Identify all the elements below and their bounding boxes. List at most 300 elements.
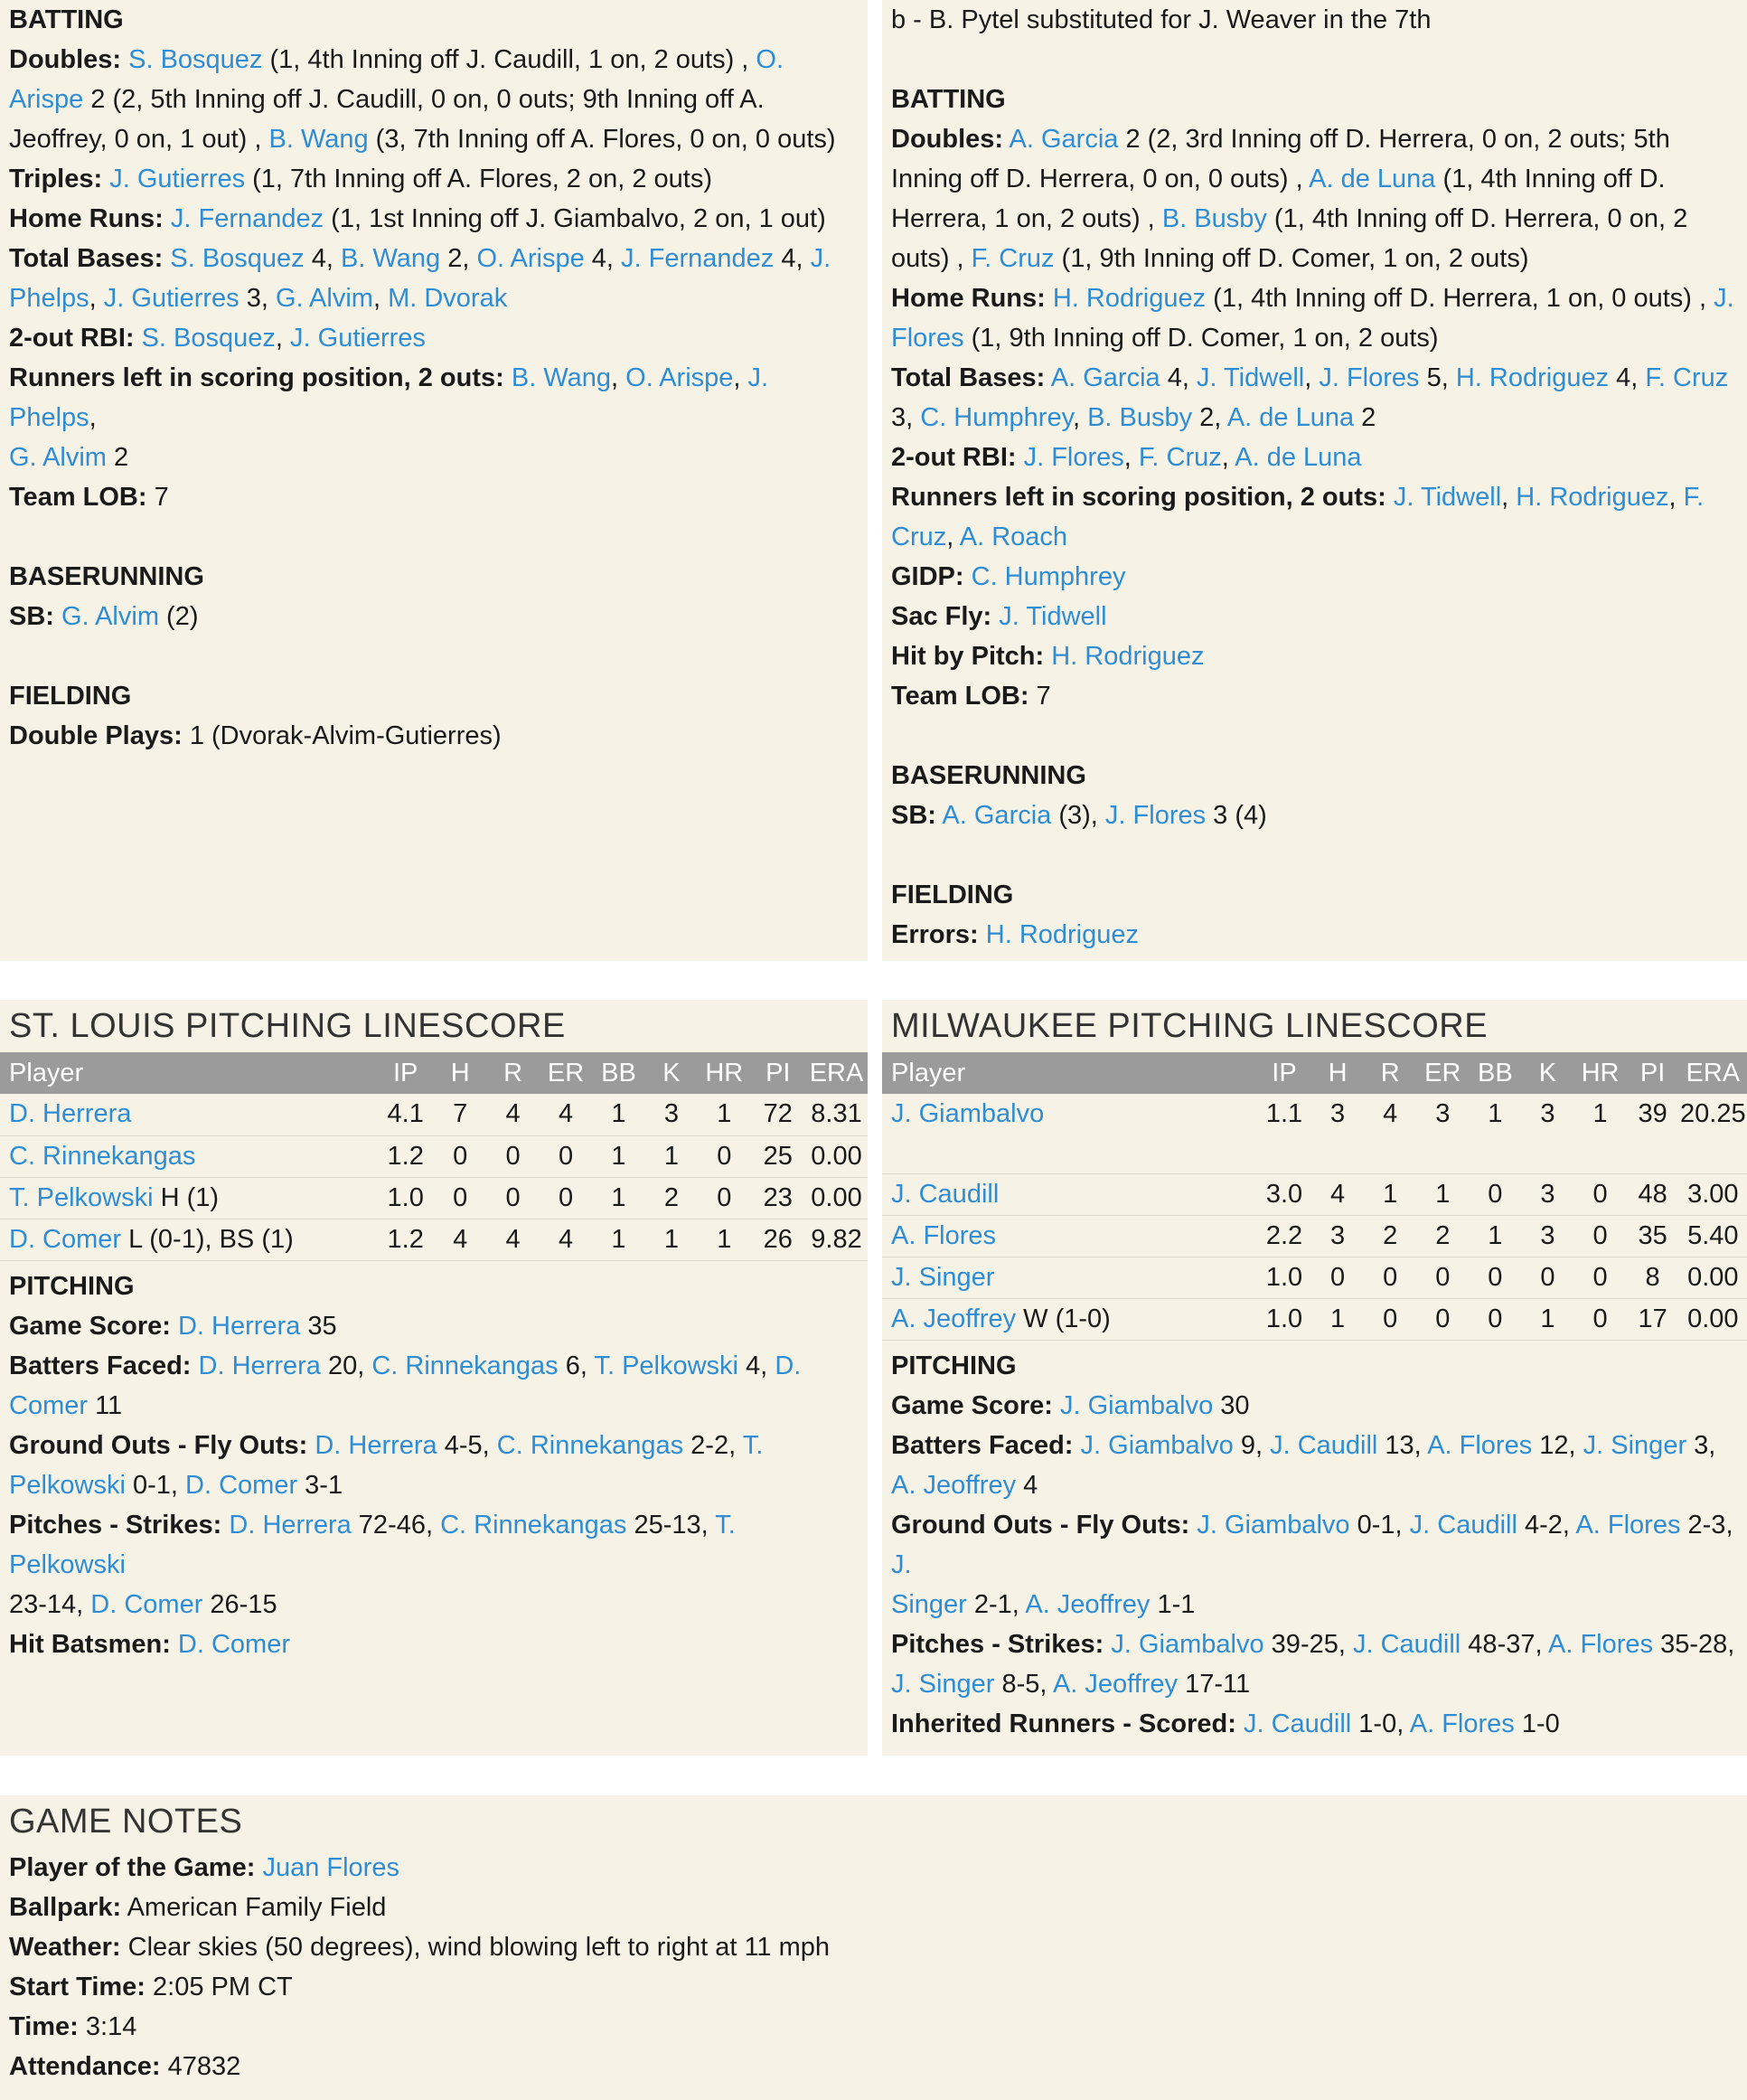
player-link[interactable]: H. Rodriguez xyxy=(1052,284,1207,313)
player-link[interactable]: D. Comer xyxy=(185,1470,298,1500)
hr-cell: 0 xyxy=(1573,1173,1626,1215)
stat-label: Double Plays: xyxy=(9,721,183,750)
bb-cell: 0 xyxy=(1469,1257,1521,1298)
player-link[interactable]: J. Flores xyxy=(1319,363,1420,392)
section-title: BATTING xyxy=(9,5,124,34)
player-link[interactable]: A. Jeoffrey xyxy=(891,1470,1017,1500)
weather-line xyxy=(9,1927,1738,1967)
stat-label: 2-out RBI: xyxy=(891,443,1017,472)
stat-text: 2 (2, 3rd Inning off D. Herrera, 0 on, 2 outs; 5th xyxy=(1118,125,1670,154)
stat-text: 4, xyxy=(1160,363,1197,392)
player-link[interactable]: D. Herrera xyxy=(229,1510,352,1540)
stat-label: Total Bases: xyxy=(9,244,164,273)
player-link[interactable]: C. Rinnekangas xyxy=(440,1510,627,1540)
bb-cell: 1 xyxy=(1469,1215,1521,1257)
h-cell: 4 xyxy=(1311,1173,1364,1215)
column-header[interactable]: HR xyxy=(1573,1052,1626,1094)
stat-label: Sac Fly: xyxy=(891,602,992,631)
player-link[interactable]: O. Arispe xyxy=(476,244,585,273)
risp-line xyxy=(9,438,859,477)
player-link[interactable]: H. Rodriguez xyxy=(1455,363,1610,392)
batters-faced-line xyxy=(9,1386,859,1426)
stat-text: , xyxy=(1668,483,1684,512)
player-link[interactable]: D. Herrera xyxy=(198,1351,321,1380)
r-cell: 0 xyxy=(1364,1298,1416,1340)
player-link[interactable]: A. Flores xyxy=(1575,1510,1681,1540)
player-link[interactable]: A. Flores xyxy=(1548,1629,1654,1659)
section-title: BASERUNNING xyxy=(9,562,204,591)
player-link[interactable]: C. Humphrey xyxy=(971,562,1126,591)
stat-text: , xyxy=(89,284,104,313)
player-link[interactable]: D. Comer xyxy=(90,1589,203,1619)
player-link[interactable]: A. Garcia xyxy=(1009,125,1119,154)
stat-label: Team LOB: xyxy=(891,682,1029,711)
player-of-game-line xyxy=(9,1848,1738,1888)
player-link[interactable]: J. Giambalvo xyxy=(1080,1430,1234,1460)
stat-text: 3:14 xyxy=(78,2012,137,2041)
gidp-line xyxy=(891,557,1738,597)
stat-text: (3), xyxy=(1051,801,1105,830)
era-cell: 5.40 xyxy=(1679,1215,1747,1257)
player-link[interactable]: A. Garcia xyxy=(1050,363,1160,392)
player-link[interactable]: C. Rinnekangas xyxy=(496,1430,684,1460)
player-link[interactable]: J. Fernandez xyxy=(170,204,324,233)
column-header[interactable]: H xyxy=(434,1052,486,1094)
player-link[interactable]: J. Singer xyxy=(891,1669,995,1699)
stat-text: 2 (2, 5th Inning off J. Caudill, 0 on, 0 outs; 9th Inning off A. xyxy=(83,85,765,114)
era-cell: 0.00 xyxy=(1679,1257,1747,1298)
r-cell: 0 xyxy=(1364,1257,1416,1298)
era-cell: 20.25 xyxy=(1679,1094,1747,1173)
stat-text: 47832 xyxy=(160,2052,241,2081)
er-cell: 1 xyxy=(1416,1173,1469,1215)
column-header[interactable]: K xyxy=(1521,1052,1573,1094)
r-cell: 0 xyxy=(486,1177,539,1219)
player-link[interactable]: O. Arispe xyxy=(625,363,734,392)
attendance-line xyxy=(9,2047,1738,2086)
ip-cell: 1.0 xyxy=(1257,1298,1311,1340)
player-link[interactable]: Singer xyxy=(891,1589,967,1619)
r-cell: 0 xyxy=(486,1135,539,1177)
player-link[interactable]: S. Bosquez xyxy=(170,244,305,273)
stat-text: Clear skies (50 degrees), wind blowing left to right at 11 mph xyxy=(120,1933,831,1962)
player-link[interactable]: Phelps xyxy=(9,284,89,313)
stat-label: Hit Batsmen: xyxy=(9,1629,171,1659)
risp-line xyxy=(9,358,859,438)
r-cell: 4 xyxy=(1364,1094,1416,1173)
stat-label: Game Score: xyxy=(9,1311,171,1341)
stat-text: 2 xyxy=(106,443,129,472)
player-link[interactable]: J. Tidwell xyxy=(999,602,1107,631)
mil-batting-panel xyxy=(882,0,1747,961)
stat-label: Errors: xyxy=(891,920,979,949)
player-link[interactable]: J. Caudill xyxy=(1352,1629,1461,1659)
player-link[interactable]: G. Alvim xyxy=(61,602,159,631)
go-fo-line xyxy=(9,1465,859,1505)
stat-label: Game Score: xyxy=(891,1390,1053,1420)
player-link[interactable]: A. Flores xyxy=(1409,1709,1515,1738)
stat-text: 2-2, xyxy=(683,1430,743,1460)
total-bases-line xyxy=(891,398,1738,438)
stat-text: 17-11 xyxy=(1178,1669,1251,1699)
h-cell: 4 xyxy=(434,1219,486,1260)
stat-text: 0-1, xyxy=(1349,1510,1410,1540)
home-runs-line xyxy=(891,278,1738,318)
player-link[interactable]: J. xyxy=(810,244,831,273)
stat-text: 4-2, xyxy=(1517,1510,1576,1540)
lob-line xyxy=(9,477,859,517)
player-link[interactable]: H. Rodriguez xyxy=(1051,642,1205,671)
column-header[interactable]: ER xyxy=(1416,1052,1469,1094)
stat-text: 23-14, xyxy=(9,1589,91,1619)
stat-text: 8-5, xyxy=(994,1669,1053,1699)
player-link[interactable]: J. Caudill xyxy=(1243,1709,1352,1738)
player-cell xyxy=(882,1094,1257,1173)
table-row xyxy=(0,1135,868,1177)
lob-line xyxy=(891,676,1738,716)
column-header[interactable]: ERA xyxy=(805,1052,868,1094)
stat-text: , xyxy=(1072,403,1088,432)
player-link[interactable]: Arispe xyxy=(9,85,84,114)
stat-text: , xyxy=(1221,443,1235,472)
stat-text: , xyxy=(1123,443,1139,472)
player-link[interactable]: D. xyxy=(775,1351,802,1380)
stat-text: 12, xyxy=(1532,1430,1583,1460)
player-link[interactable]: O. xyxy=(756,45,784,74)
player-link[interactable]: D. Herrera xyxy=(9,1099,132,1129)
errors-line xyxy=(891,915,1738,955)
stat-text: , xyxy=(946,523,960,551)
player-link[interactable]: T. xyxy=(742,1430,764,1460)
stat-text: 30 xyxy=(1213,1390,1250,1420)
bb-cell: 1 xyxy=(592,1177,644,1219)
player-link[interactable]: C. Humphrey xyxy=(920,403,1073,432)
player-link[interactable]: Cruz xyxy=(891,523,947,551)
stl-batting-panel xyxy=(0,0,868,961)
player-link[interactable]: C. Rinnekangas xyxy=(9,1141,196,1171)
ip-cell: 1.0 xyxy=(1257,1257,1311,1298)
pi-cell: 35 xyxy=(1627,1215,1679,1257)
era-cell: 0.00 xyxy=(805,1135,868,1177)
stat-text: 3, xyxy=(891,403,921,432)
player-link[interactable]: T. Pelkowski xyxy=(9,1182,154,1212)
stat-text: 9, xyxy=(1233,1430,1271,1460)
player-link[interactable]: T. Pelkowski xyxy=(594,1351,738,1380)
bb-cell: 0 xyxy=(1469,1298,1521,1340)
stat-text: (1, 1st Inning off J. Giambalvo, 2 on, 1 out) xyxy=(324,204,826,233)
player-link[interactable]: J. xyxy=(891,1549,912,1579)
player-cell xyxy=(882,1257,1257,1298)
total-bases-line xyxy=(9,239,859,278)
player-link[interactable]: B. Busby xyxy=(1087,403,1193,432)
hr-cell: 0 xyxy=(698,1177,750,1219)
player-link[interactable]: B. Wang xyxy=(511,363,612,392)
player-link[interactable]: J. Singer xyxy=(891,1262,995,1292)
stat-label: Weather: xyxy=(9,1933,121,1962)
r-cell: 4 xyxy=(486,1094,539,1135)
column-header[interactable]: IP xyxy=(1257,1052,1311,1094)
era-cell: 3.00 xyxy=(1679,1173,1747,1215)
stat-text: 13, xyxy=(1377,1430,1428,1460)
player-link[interactable]: J. Fernandez xyxy=(621,244,775,273)
ip-cell: 1.0 xyxy=(377,1177,434,1219)
h-cell: 7 xyxy=(434,1094,486,1135)
pitches-strikes-line xyxy=(891,1664,1738,1704)
column-header[interactable]: R xyxy=(486,1052,539,1094)
section-title: PITCHING xyxy=(891,1351,1017,1380)
table-header-row xyxy=(0,1052,868,1094)
stat-text: 72-46, xyxy=(351,1510,441,1540)
column-header[interactable]: K xyxy=(645,1052,698,1094)
player-link[interactable]: J. Caudill xyxy=(1270,1430,1378,1460)
player-link[interactable]: J. Flores xyxy=(1023,443,1124,472)
stat-text: (2) xyxy=(158,602,199,631)
player-link[interactable]: J. Phelps xyxy=(9,363,776,432)
player-link[interactable]: J. Tidwell xyxy=(1393,483,1502,512)
pi-cell: 48 xyxy=(1627,1173,1679,1215)
stat-text: , xyxy=(275,324,291,353)
player-link[interactable]: A. Jeoffrey xyxy=(1052,1669,1179,1699)
stat-text: , xyxy=(1501,483,1517,512)
ip-cell: 1.2 xyxy=(377,1135,434,1177)
player-link[interactable]: S. Bosquez xyxy=(141,324,276,353)
mil-pitching-panel xyxy=(882,1000,1747,1756)
column-header[interactable]: PI xyxy=(751,1052,806,1094)
column-header[interactable]: Player xyxy=(882,1052,1257,1094)
player-link[interactable]: J. Caudill xyxy=(1409,1510,1517,1540)
player-link[interactable]: A. Roach xyxy=(959,523,1068,551)
stat-text: (1, 4th Inning off D. Herrera, 1 on, 0 outs) , xyxy=(1206,284,1714,313)
column-header[interactable]: R xyxy=(1364,1052,1416,1094)
stat-text: outs) , xyxy=(891,244,972,273)
risp-line xyxy=(891,477,1738,517)
player-link[interactable]: C. Rinnekangas xyxy=(371,1351,559,1380)
player-link[interactable]: J. Giambalvo xyxy=(1111,1629,1264,1659)
k-cell: 1 xyxy=(1521,1298,1573,1340)
player-link[interactable]: A. Garcia xyxy=(942,801,1052,830)
player-link[interactable]: F. Cruz xyxy=(1138,443,1222,472)
player-link[interactable]: A. Flores xyxy=(891,1220,997,1250)
stat-label: Time: xyxy=(9,2012,79,2041)
section-title: FIELDING xyxy=(891,880,1014,909)
stat-text: (1, 4th Inning off D. xyxy=(1435,165,1666,193)
stat-text: Herrera, 1 on, 2 outs) , xyxy=(891,204,1162,233)
sb-line xyxy=(891,796,1738,835)
k-cell: 2 xyxy=(645,1177,698,1219)
column-header[interactable]: ERA xyxy=(1679,1052,1747,1094)
column-header[interactable]: PI xyxy=(1627,1052,1679,1094)
player-link[interactable]: Flores xyxy=(891,324,964,353)
player-link[interactable]: B. Wang xyxy=(268,125,369,154)
player-link[interactable]: B. Wang xyxy=(341,244,441,273)
section-title: BATTING xyxy=(891,85,1006,114)
table-row xyxy=(882,1298,1747,1340)
era-cell: 0.00 xyxy=(805,1177,868,1219)
bb-cell: 1 xyxy=(592,1094,644,1135)
stat-label: Doubles: xyxy=(9,45,122,74)
stat-label: Start Time: xyxy=(9,1973,146,2001)
player-link[interactable]: F. xyxy=(1683,483,1705,512)
column-header[interactable]: BB xyxy=(1469,1052,1521,1094)
player-link[interactable]: S. Bosquez xyxy=(128,45,263,74)
player-link[interactable]: J. Giambalvo xyxy=(1059,1390,1214,1420)
table-row xyxy=(882,1173,1747,1215)
column-header[interactable]: HR xyxy=(698,1052,750,1094)
linescore-title: ST. LOUIS PITCHING LINESCORE xyxy=(9,1007,566,1045)
h-cell: 1 xyxy=(1311,1298,1364,1340)
pi-cell: 39 xyxy=(1627,1094,1679,1173)
column-header[interactable]: IP xyxy=(377,1052,434,1094)
player-link[interactable]: J. xyxy=(1714,284,1734,313)
stat-text: 1-0, xyxy=(1351,1709,1410,1738)
player-link[interactable]: A. de Luna xyxy=(1226,403,1355,432)
stat-text: 2 xyxy=(1354,403,1376,432)
er-cell: 0 xyxy=(1416,1298,1469,1340)
stat-text: 35-28, xyxy=(1653,1629,1735,1659)
pitches-strikes-line xyxy=(9,1585,859,1624)
player-link[interactable]: Pelkowski xyxy=(9,1470,126,1500)
stat-text: (1, 4th Inning off J. Caudill, 1 on, 2 outs) , xyxy=(262,45,756,74)
stat-label: Home Runs: xyxy=(891,284,1046,313)
column-header[interactable]: H xyxy=(1311,1052,1364,1094)
player-link[interactable]: Juan Flores xyxy=(262,1853,399,1882)
player-link[interactable]: D. Comer xyxy=(9,1224,122,1254)
h-cell: 0 xyxy=(1311,1257,1364,1298)
player-link[interactable]: Comer xyxy=(9,1390,89,1420)
decision-note: W (1-0) xyxy=(1016,1304,1111,1333)
hr-cell: 0 xyxy=(698,1135,750,1177)
linescore-title: MILWAUKEE PITCHING LINESCORE xyxy=(891,1007,1489,1045)
ip-cell: 3.0 xyxy=(1257,1173,1311,1215)
stat-text: 2-1, xyxy=(966,1589,1026,1619)
doubles-line xyxy=(9,80,859,119)
player-link[interactable]: J. Gutierres xyxy=(109,165,246,193)
pitches-strikes-line xyxy=(891,1624,1738,1664)
player-link[interactable]: J. Giambalvo xyxy=(891,1099,1045,1128)
player-link[interactable]: A. de Luna xyxy=(1235,443,1362,472)
player-link[interactable]: A. de Luna xyxy=(1309,165,1436,193)
stat-text: 4-5, xyxy=(437,1430,497,1460)
ip-cell: 2.2 xyxy=(1257,1215,1311,1257)
player-link[interactable]: H. Rodriguez xyxy=(1516,483,1669,512)
stat-text: (1, 9th Inning off D. Comer, 1 on, 2 outs) xyxy=(963,324,1439,353)
batters-faced-line xyxy=(9,1346,859,1386)
doubles-line xyxy=(891,119,1738,159)
player-link[interactable]: G. Alvim xyxy=(275,284,373,313)
player-link[interactable]: D. Herrera xyxy=(177,1311,301,1341)
column-header[interactable]: Player xyxy=(0,1052,377,1094)
stat-label: Batters Faced: xyxy=(891,1430,1074,1460)
player-link[interactable]: J. Caudill xyxy=(891,1179,1000,1209)
stat-text: 25-13, xyxy=(626,1510,716,1540)
section-title: FIELDING xyxy=(9,682,132,711)
stat-text: 4 xyxy=(1016,1470,1038,1500)
player-link[interactable]: F. Cruz xyxy=(971,244,1055,273)
player-link[interactable]: T. Pelkowski xyxy=(9,1510,743,1579)
player-link[interactable]: J. Gutierres xyxy=(103,284,240,313)
h-cell: 0 xyxy=(434,1177,486,1219)
player-link[interactable]: J. Flores xyxy=(1104,801,1207,830)
home-runs-line xyxy=(9,199,859,239)
stat-label: Team LOB: xyxy=(9,483,147,512)
stat-text: , xyxy=(733,363,748,392)
table-row xyxy=(882,1257,1747,1298)
game-notes-title: GAME NOTES xyxy=(9,1803,243,1841)
stat-label: SB: xyxy=(891,801,936,830)
doubles-line xyxy=(9,40,859,80)
total-bases-line xyxy=(891,358,1738,398)
stat-text: (3, 7th Inning off A. Flores, 0 on, 0 outs) xyxy=(368,125,836,154)
stat-text: 1-0 xyxy=(1514,1709,1560,1738)
stat-text: 5, xyxy=(1419,363,1456,392)
stat-text: Jeoffrey, 0 on, 1 out) , xyxy=(9,125,269,154)
column-header[interactable]: ER xyxy=(540,1052,592,1094)
stat-label: GIDP: xyxy=(891,562,964,591)
player-link[interactable]: G. Alvim xyxy=(9,443,107,472)
player-link[interactable]: H. Rodriguez xyxy=(985,920,1140,949)
risp-line xyxy=(891,517,1738,557)
player-cell xyxy=(882,1298,1257,1340)
table-row xyxy=(882,1215,1747,1257)
player-cell xyxy=(882,1215,1257,1257)
h-cell: 0 xyxy=(434,1135,486,1177)
bb-cell: 1 xyxy=(1469,1094,1521,1173)
game-score-line xyxy=(9,1306,859,1346)
stat-text: 4, xyxy=(774,244,811,273)
k-cell: 1 xyxy=(645,1219,698,1260)
rbi-line xyxy=(9,318,859,358)
stat-text: 2:05 PM CT xyxy=(145,1973,293,2001)
era-cell: 8.31 xyxy=(805,1094,868,1135)
decision-note: H (1) xyxy=(153,1182,220,1212)
r-cell: 4 xyxy=(486,1219,539,1260)
player-link[interactable]: J. Giambalvo xyxy=(1197,1510,1350,1540)
stat-label: Hit by Pitch: xyxy=(891,642,1045,671)
stat-text: 3-1 xyxy=(297,1470,343,1500)
doubles-line xyxy=(9,119,859,159)
er-cell: 3 xyxy=(1416,1094,1469,1173)
player-link[interactable]: M. Dvorak xyxy=(388,284,508,313)
pitches-strikes-line xyxy=(9,1505,859,1585)
player-cell xyxy=(0,1177,377,1219)
player-link[interactable]: J. Tidwell xyxy=(1196,363,1305,392)
stat-text: 0-1, xyxy=(125,1470,186,1500)
double-plays-line xyxy=(9,716,859,756)
go-fo-line xyxy=(9,1426,859,1465)
player-link[interactable]: A. Flores xyxy=(1427,1430,1533,1460)
player-link[interactable]: J. Gutierres xyxy=(290,324,426,353)
player-cell xyxy=(882,1173,1257,1215)
player-link[interactable]: J. Singer xyxy=(1583,1430,1687,1460)
column-header[interactable]: BB xyxy=(592,1052,644,1094)
k-cell: 3 xyxy=(645,1094,698,1135)
er-cell: 4 xyxy=(540,1094,592,1135)
k-cell: 3 xyxy=(1521,1173,1573,1215)
stat-text: 35 xyxy=(300,1311,337,1341)
player-link[interactable]: A. Jeoffrey xyxy=(1025,1589,1151,1619)
player-cell xyxy=(0,1094,377,1135)
player-link[interactable]: F. Cruz xyxy=(1645,363,1729,392)
stat-text: 20, xyxy=(320,1351,372,1380)
stat-label: Runners left in scoring position, 2 outs: xyxy=(891,483,1386,512)
stat-label: Batters Faced: xyxy=(9,1351,192,1380)
player-link[interactable]: D. Comer xyxy=(177,1629,290,1659)
player-link[interactable]: A. Jeoffrey xyxy=(891,1304,1017,1333)
bb-cell: 1 xyxy=(592,1219,644,1260)
player-link[interactable]: D. Herrera xyxy=(315,1430,437,1460)
player-link[interactable]: B. Busby xyxy=(1161,204,1267,233)
pi-cell: 72 xyxy=(751,1094,806,1135)
